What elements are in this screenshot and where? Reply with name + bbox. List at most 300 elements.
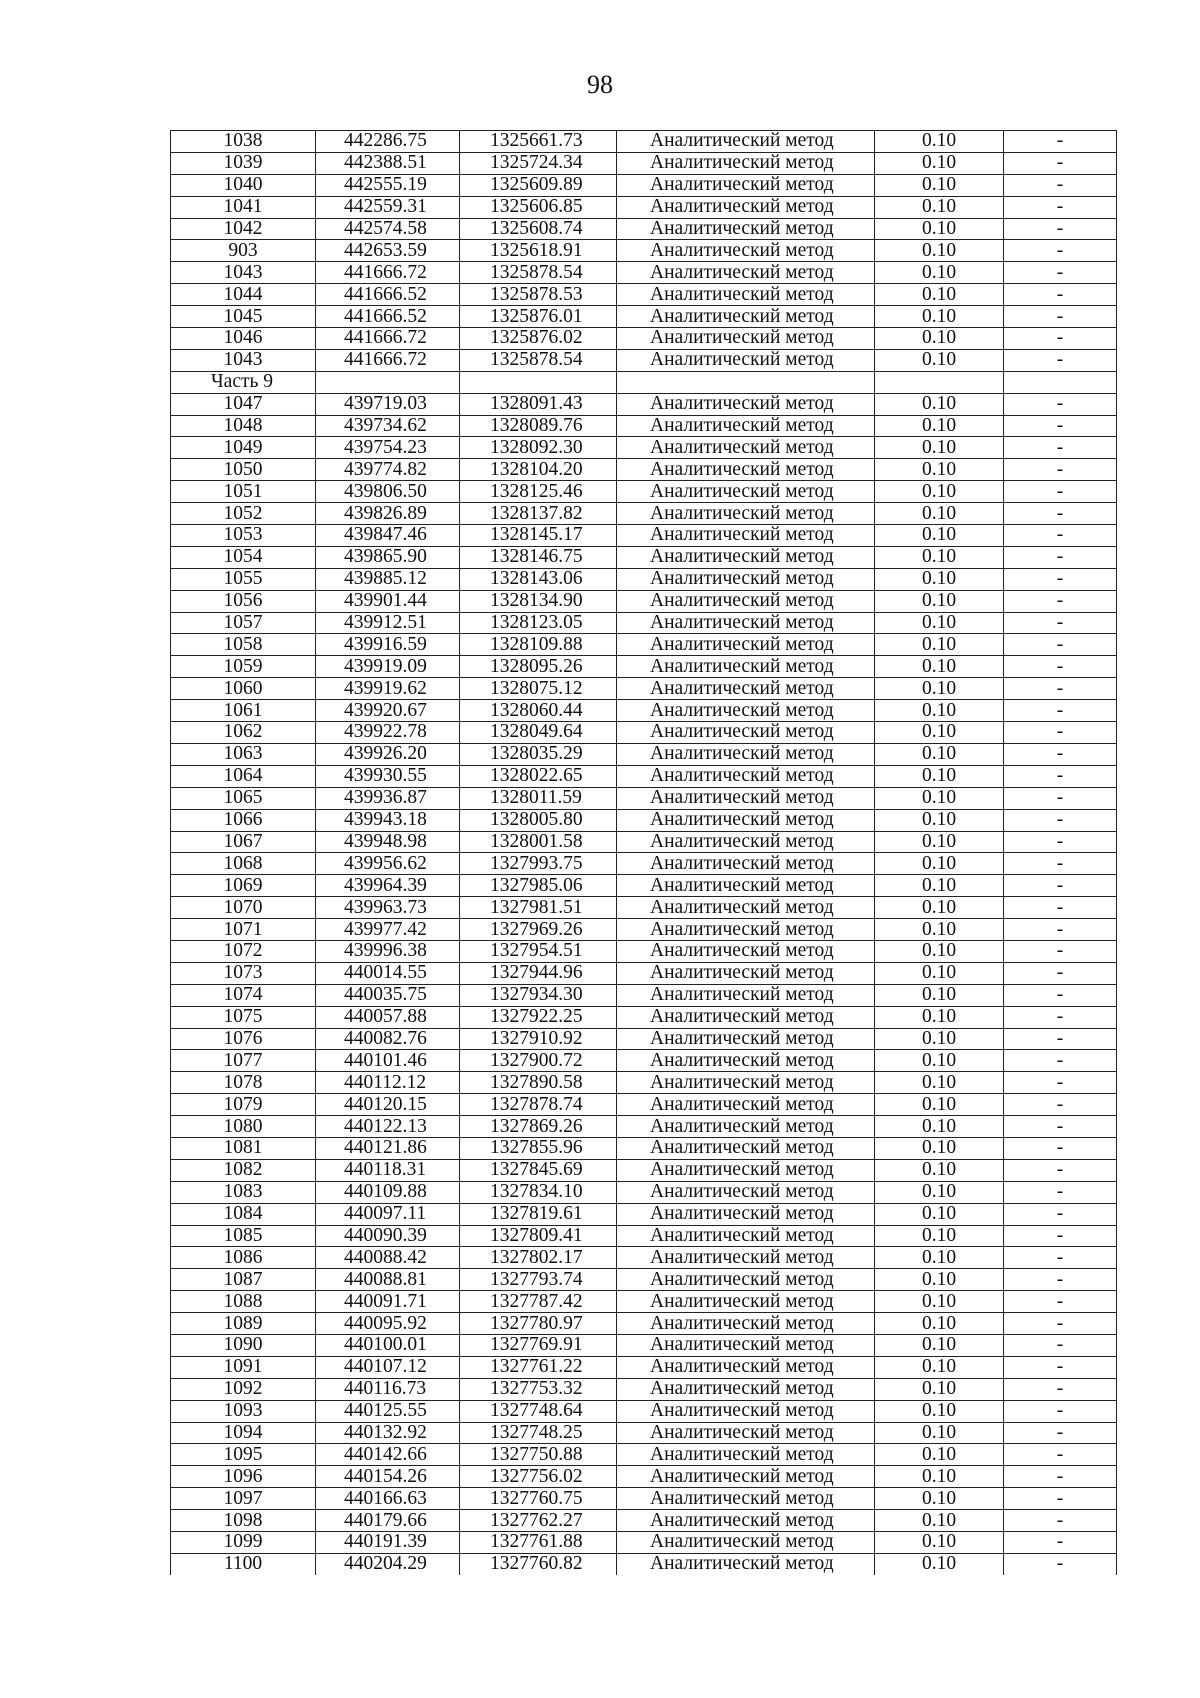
method-cell: Аналитический метод	[617, 415, 875, 437]
y-coordinate-cell: 1327985.06	[460, 875, 617, 897]
x-coordinate-cell: 440166.63	[316, 1488, 460, 1510]
empty-cell	[1004, 371, 1117, 393]
note-cell: -	[1004, 284, 1117, 306]
precision-cell: 0.10	[875, 940, 1004, 962]
table-row	[171, 1006, 1117, 1028]
precision-cell: 0.10	[875, 809, 1004, 831]
method-cell: Аналитический метод	[617, 393, 875, 415]
precision-cell: 0.10	[875, 568, 1004, 590]
y-coordinate-cell: 1328035.29	[460, 743, 617, 765]
method-cell: Аналитический метод	[617, 1510, 875, 1532]
note-cell: -	[1004, 634, 1117, 656]
table-row	[171, 1356, 1117, 1378]
precision-cell: 0.10	[875, 152, 1004, 174]
y-coordinate-cell: 1328134.90	[460, 590, 617, 612]
table-row	[171, 349, 1117, 371]
precision-cell: 0.10	[875, 503, 1004, 525]
point-number-cell: 1085	[171, 1225, 316, 1247]
precision-cell: 0.10	[875, 1532, 1004, 1554]
method-cell: Аналитический метод	[617, 349, 875, 371]
method-cell: Аналитический метод	[617, 1532, 875, 1554]
note-cell: -	[1004, 218, 1117, 240]
precision-cell: 0.10	[875, 546, 1004, 568]
note-cell: -	[1004, 700, 1117, 722]
x-coordinate-cell: 439920.67	[316, 700, 460, 722]
method-cell: Аналитический метод	[617, 897, 875, 919]
method-cell: Аналитический метод	[617, 1444, 875, 1466]
point-number-cell: 1044	[171, 284, 316, 306]
x-coordinate-cell: 439919.09	[316, 656, 460, 678]
x-coordinate-cell: 439734.62	[316, 415, 460, 437]
x-coordinate-cell: 440091.71	[316, 1291, 460, 1313]
x-coordinate-cell: 440100.01	[316, 1334, 460, 1356]
precision-cell: 0.10	[875, 1181, 1004, 1203]
point-number-cell: 1057	[171, 612, 316, 634]
note-cell: -	[1004, 328, 1117, 350]
x-coordinate-cell: 440204.29	[316, 1553, 460, 1574]
point-number-cell: 1055	[171, 568, 316, 590]
method-cell: Аналитический метод	[617, 590, 875, 612]
section-row	[171, 371, 1117, 393]
precision-cell: 0.10	[875, 700, 1004, 722]
point-number-cell: 1068	[171, 853, 316, 875]
y-coordinate-cell: 1327753.32	[460, 1378, 617, 1400]
y-coordinate-cell: 1328125.46	[460, 481, 617, 503]
method-cell: Аналитический метод	[617, 787, 875, 809]
precision-cell: 0.10	[875, 174, 1004, 196]
point-number-cell: 1043	[171, 349, 316, 371]
note-cell: -	[1004, 393, 1117, 415]
precision-cell: 0.10	[875, 1400, 1004, 1422]
method-cell: Аналитический метод	[617, 962, 875, 984]
method-cell: Аналитический метод	[617, 568, 875, 590]
x-coordinate-cell: 440107.12	[316, 1356, 460, 1378]
y-coordinate-cell: 1327869.26	[460, 1116, 617, 1138]
y-coordinate-cell: 1327819.61	[460, 1203, 617, 1225]
y-coordinate-cell: 1325661.73	[460, 131, 617, 153]
precision-cell: 0.10	[875, 1356, 1004, 1378]
note-cell: -	[1004, 459, 1117, 481]
note-cell: -	[1004, 962, 1117, 984]
method-cell: Аналитический метод	[617, 919, 875, 941]
note-cell: -	[1004, 1553, 1117, 1574]
table-row	[171, 1444, 1117, 1466]
x-coordinate-cell: 441666.72	[316, 349, 460, 371]
x-coordinate-cell: 440035.75	[316, 984, 460, 1006]
method-cell: Аналитический метод	[617, 1313, 875, 1335]
y-coordinate-cell: 1325876.01	[460, 306, 617, 328]
x-coordinate-cell: 439943.18	[316, 809, 460, 831]
x-coordinate-cell: 439865.90	[316, 546, 460, 568]
method-cell: Аналитический метод	[617, 1203, 875, 1225]
precision-cell: 0.10	[875, 131, 1004, 153]
note-cell: -	[1004, 984, 1117, 1006]
x-coordinate-cell: 442653.59	[316, 240, 460, 262]
precision-cell: 0.10	[875, 1466, 1004, 1488]
x-coordinate-cell: 439977.42	[316, 919, 460, 941]
note-cell: -	[1004, 1072, 1117, 1094]
precision-cell: 0.10	[875, 262, 1004, 284]
method-cell: Аналитический метод	[617, 809, 875, 831]
y-coordinate-cell: 1325878.54	[460, 262, 617, 284]
method-cell: Аналитический метод	[617, 174, 875, 196]
note-cell: -	[1004, 743, 1117, 765]
note-cell: -	[1004, 1050, 1117, 1072]
note-cell: -	[1004, 240, 1117, 262]
precision-cell: 0.10	[875, 459, 1004, 481]
precision-cell: 0.10	[875, 1072, 1004, 1094]
table-row	[171, 1378, 1117, 1400]
x-coordinate-cell: 440142.66	[316, 1444, 460, 1466]
x-coordinate-cell: 440122.13	[316, 1116, 460, 1138]
note-cell: -	[1004, 875, 1117, 897]
precision-cell: 0.10	[875, 1422, 1004, 1444]
note-cell: -	[1004, 546, 1117, 568]
note-cell: -	[1004, 306, 1117, 328]
table-row	[171, 1159, 1117, 1181]
point-number-cell: 1040	[171, 174, 316, 196]
precision-cell: 0.10	[875, 1159, 1004, 1181]
y-coordinate-cell: 1327981.51	[460, 897, 617, 919]
method-cell: Аналитический метод	[617, 765, 875, 787]
x-coordinate-cell: 439885.12	[316, 568, 460, 590]
x-coordinate-cell: 439963.73	[316, 897, 460, 919]
x-coordinate-cell: 439826.89	[316, 503, 460, 525]
empty-cell	[460, 371, 617, 393]
precision-cell: 0.10	[875, 897, 1004, 919]
y-coordinate-cell: 1328049.64	[460, 722, 617, 744]
precision-cell: 0.10	[875, 1116, 1004, 1138]
note-cell: -	[1004, 152, 1117, 174]
y-coordinate-cell: 1328089.76	[460, 415, 617, 437]
method-cell: Аналитический метод	[617, 525, 875, 547]
table-row	[171, 1203, 1117, 1225]
y-coordinate-cell: 1327954.51	[460, 940, 617, 962]
note-cell: -	[1004, 1269, 1117, 1291]
precision-cell: 0.10	[875, 678, 1004, 700]
point-number-cell: 1089	[171, 1313, 316, 1335]
table-row	[171, 459, 1117, 481]
method-cell: Аналитический метод	[617, 743, 875, 765]
y-coordinate-cell: 1327793.74	[460, 1269, 617, 1291]
method-cell: Аналитический метод	[617, 1378, 875, 1400]
note-cell: -	[1004, 1028, 1117, 1050]
method-cell: Аналитический метод	[617, 722, 875, 744]
precision-cell: 0.10	[875, 1378, 1004, 1400]
point-number-cell: 1054	[171, 546, 316, 568]
point-number-cell: 1041	[171, 196, 316, 218]
point-number-cell: 1073	[171, 962, 316, 984]
method-cell: Аналитический метод	[617, 612, 875, 634]
y-coordinate-cell: 1328104.20	[460, 459, 617, 481]
y-coordinate-cell: 1327890.58	[460, 1072, 617, 1094]
y-coordinate-cell: 1327944.96	[460, 962, 617, 984]
precision-cell: 0.10	[875, 612, 1004, 634]
x-coordinate-cell: 440095.92	[316, 1313, 460, 1335]
x-coordinate-cell: 440014.55	[316, 962, 460, 984]
y-coordinate-cell: 1328005.80	[460, 809, 617, 831]
table-row	[171, 262, 1117, 284]
note-cell: -	[1004, 678, 1117, 700]
x-coordinate-cell: 441666.52	[316, 284, 460, 306]
y-coordinate-cell: 1328075.12	[460, 678, 617, 700]
table-row	[171, 525, 1117, 547]
table-row	[171, 284, 1117, 306]
note-cell: -	[1004, 1444, 1117, 1466]
empty-cell	[316, 371, 460, 393]
point-number-cell: 1067	[171, 831, 316, 853]
y-coordinate-cell: 1325609.89	[460, 174, 617, 196]
y-coordinate-cell: 1328137.82	[460, 503, 617, 525]
table-row	[171, 568, 1117, 590]
table-row	[171, 1422, 1117, 1444]
note-cell: -	[1004, 174, 1117, 196]
point-number-cell: 1078	[171, 1072, 316, 1094]
table-row	[171, 1137, 1117, 1159]
point-number-cell: 1069	[171, 875, 316, 897]
x-coordinate-cell: 439948.98	[316, 831, 460, 853]
y-coordinate-cell: 1327900.72	[460, 1050, 617, 1072]
note-cell: -	[1004, 897, 1117, 919]
y-coordinate-cell: 1327761.22	[460, 1356, 617, 1378]
point-number-cell: 1065	[171, 787, 316, 809]
table-row	[171, 1181, 1117, 1203]
point-number-cell: 1081	[171, 1137, 316, 1159]
precision-cell: 0.10	[875, 306, 1004, 328]
table-row	[171, 743, 1117, 765]
method-cell: Аналитический метод	[617, 262, 875, 284]
point-number-cell: 1100	[171, 1553, 316, 1574]
precision-cell: 0.10	[875, 875, 1004, 897]
table-row	[171, 1050, 1117, 1072]
table-row	[171, 897, 1117, 919]
precision-cell: 0.10	[875, 218, 1004, 240]
table-row	[171, 306, 1117, 328]
y-coordinate-cell: 1327845.69	[460, 1159, 617, 1181]
y-coordinate-cell: 1327910.92	[460, 1028, 617, 1050]
point-number-cell: 1064	[171, 765, 316, 787]
table-row	[171, 546, 1117, 568]
x-coordinate-cell: 440109.88	[316, 1181, 460, 1203]
x-coordinate-cell: 440097.11	[316, 1203, 460, 1225]
y-coordinate-cell: 1327878.74	[460, 1094, 617, 1116]
method-cell: Аналитический метод	[617, 1422, 875, 1444]
method-cell: Аналитический метод	[617, 459, 875, 481]
note-cell: -	[1004, 1137, 1117, 1159]
x-coordinate-cell: 439806.50	[316, 481, 460, 503]
method-cell: Аналитический метод	[617, 1006, 875, 1028]
method-cell: Аналитический метод	[617, 218, 875, 240]
table-row	[171, 787, 1117, 809]
x-coordinate-cell: 440088.81	[316, 1269, 460, 1291]
method-cell: Аналитический метод	[617, 1247, 875, 1269]
point-number-cell: 1077	[171, 1050, 316, 1072]
method-cell: Аналитический метод	[617, 240, 875, 262]
note-cell: -	[1004, 1356, 1117, 1378]
y-coordinate-cell: 1328123.05	[460, 612, 617, 634]
table-row	[171, 1247, 1117, 1269]
note-cell: -	[1004, 590, 1117, 612]
y-coordinate-cell: 1328001.58	[460, 831, 617, 853]
x-coordinate-cell: 440112.12	[316, 1072, 460, 1094]
precision-cell: 0.10	[875, 525, 1004, 547]
precision-cell: 0.10	[875, 853, 1004, 875]
method-cell: Аналитический метод	[617, 656, 875, 678]
y-coordinate-cell: 1327761.88	[460, 1532, 617, 1554]
precision-cell: 0.10	[875, 1203, 1004, 1225]
y-coordinate-cell: 1327855.96	[460, 1137, 617, 1159]
table-row	[171, 765, 1117, 787]
precision-cell: 0.10	[875, 1137, 1004, 1159]
point-number-cell: 1097	[171, 1488, 316, 1510]
x-coordinate-cell: 440154.26	[316, 1466, 460, 1488]
point-number-cell: 1070	[171, 897, 316, 919]
precision-cell: 0.10	[875, 1510, 1004, 1532]
precision-cell: 0.10	[875, 1225, 1004, 1247]
y-coordinate-cell: 1327809.41	[460, 1225, 617, 1247]
note-cell: -	[1004, 1006, 1117, 1028]
x-coordinate-cell: 440057.88	[316, 1006, 460, 1028]
point-number-cell: 1076	[171, 1028, 316, 1050]
method-cell: Аналитический метод	[617, 437, 875, 459]
method-cell: Аналитический метод	[617, 1181, 875, 1203]
y-coordinate-cell: 1327922.25	[460, 1006, 617, 1028]
point-number-cell: 1048	[171, 415, 316, 437]
note-cell: -	[1004, 262, 1117, 284]
point-number-cell: 1039	[171, 152, 316, 174]
precision-cell: 0.10	[875, 743, 1004, 765]
point-number-cell: 1091	[171, 1356, 316, 1378]
page-number: 98	[587, 70, 613, 99]
note-cell: -	[1004, 656, 1117, 678]
precision-cell: 0.10	[875, 1444, 1004, 1466]
x-coordinate-cell: 442555.19	[316, 174, 460, 196]
table-row	[171, 393, 1117, 415]
point-number-cell: 1059	[171, 656, 316, 678]
y-coordinate-cell: 1327769.91	[460, 1334, 617, 1356]
method-cell: Аналитический метод	[617, 1356, 875, 1378]
point-number-cell: 903	[171, 240, 316, 262]
note-cell: -	[1004, 1488, 1117, 1510]
method-cell: Аналитический метод	[617, 1072, 875, 1094]
table-row	[171, 656, 1117, 678]
x-coordinate-cell: 439912.51	[316, 612, 460, 634]
precision-cell: 0.10	[875, 984, 1004, 1006]
point-number-cell: 1038	[171, 131, 316, 153]
x-coordinate-cell: 439996.38	[316, 940, 460, 962]
precision-cell: 0.10	[875, 831, 1004, 853]
table-row	[171, 984, 1117, 1006]
point-number-cell: 1098	[171, 1510, 316, 1532]
y-coordinate-cell: 1328091.43	[460, 393, 617, 415]
y-coordinate-cell: 1328060.44	[460, 700, 617, 722]
x-coordinate-cell: 440116.73	[316, 1378, 460, 1400]
table-row	[171, 700, 1117, 722]
table-row	[171, 152, 1117, 174]
x-coordinate-cell: 439774.82	[316, 459, 460, 481]
table-row	[171, 612, 1117, 634]
method-cell: Аналитический метод	[617, 875, 875, 897]
point-number-cell: 1095	[171, 1444, 316, 1466]
y-coordinate-cell: 1327762.27	[460, 1510, 617, 1532]
note-cell: -	[1004, 1225, 1117, 1247]
table-row	[171, 174, 1117, 196]
table-row	[171, 919, 1117, 941]
y-coordinate-cell: 1327934.30	[460, 984, 617, 1006]
method-cell: Аналитический метод	[617, 678, 875, 700]
point-number-cell: 1042	[171, 218, 316, 240]
method-cell: Аналитический метод	[617, 546, 875, 568]
table-row	[171, 1028, 1117, 1050]
point-number-cell: 1062	[171, 722, 316, 744]
y-coordinate-cell: 1328095.26	[460, 656, 617, 678]
x-coordinate-cell: 440179.66	[316, 1510, 460, 1532]
y-coordinate-cell: 1327756.02	[460, 1466, 617, 1488]
point-number-cell: 1082	[171, 1159, 316, 1181]
table-row	[171, 875, 1117, 897]
point-number-cell: 1043	[171, 262, 316, 284]
method-cell: Аналитический метод	[617, 152, 875, 174]
table-row	[171, 1291, 1117, 1313]
table-row	[171, 962, 1117, 984]
y-coordinate-cell: 1325878.53	[460, 284, 617, 306]
x-coordinate-cell: 442388.51	[316, 152, 460, 174]
y-coordinate-cell: 1327748.25	[460, 1422, 617, 1444]
precision-cell: 0.10	[875, 1269, 1004, 1291]
point-number-cell: 1099	[171, 1532, 316, 1554]
method-cell: Аналитический метод	[617, 634, 875, 656]
method-cell: Аналитический метод	[617, 1225, 875, 1247]
table-row	[171, 634, 1117, 656]
precision-cell: 0.10	[875, 437, 1004, 459]
y-coordinate-cell: 1328109.88	[460, 634, 617, 656]
note-cell: -	[1004, 1466, 1117, 1488]
method-cell: Аналитический метод	[617, 1137, 875, 1159]
x-coordinate-cell: 440132.92	[316, 1422, 460, 1444]
precision-cell: 0.10	[875, 1313, 1004, 1335]
x-coordinate-cell: 439847.46	[316, 525, 460, 547]
y-coordinate-cell: 1328145.17	[460, 525, 617, 547]
y-coordinate-cell: 1327760.75	[460, 1488, 617, 1510]
x-coordinate-cell: 441666.72	[316, 262, 460, 284]
y-coordinate-cell: 1325618.91	[460, 240, 617, 262]
table-row	[171, 809, 1117, 831]
precision-cell: 0.10	[875, 1553, 1004, 1574]
method-cell: Аналитический метод	[617, 306, 875, 328]
note-cell: -	[1004, 612, 1117, 634]
x-coordinate-cell: 440191.39	[316, 1532, 460, 1554]
note-cell: -	[1004, 765, 1117, 787]
note-cell: -	[1004, 1159, 1117, 1181]
note-cell: -	[1004, 1400, 1117, 1422]
precision-cell: 0.10	[875, 328, 1004, 350]
table-row	[171, 415, 1117, 437]
note-cell: -	[1004, 1334, 1117, 1356]
method-cell: Аналитический метод	[617, 1291, 875, 1313]
point-number-cell: 1092	[171, 1378, 316, 1400]
x-coordinate-cell: 439919.62	[316, 678, 460, 700]
y-coordinate-cell: 1325608.74	[460, 218, 617, 240]
table-row	[171, 1072, 1117, 1094]
method-cell: Аналитический метод	[617, 1159, 875, 1181]
x-coordinate-cell: 439956.62	[316, 853, 460, 875]
method-cell: Аналитический метод	[617, 284, 875, 306]
point-number-cell: 1052	[171, 503, 316, 525]
section-label: Часть 9	[171, 371, 316, 393]
x-coordinate-cell: 440125.55	[316, 1400, 460, 1422]
table-row	[171, 1400, 1117, 1422]
table-row	[171, 240, 1117, 262]
